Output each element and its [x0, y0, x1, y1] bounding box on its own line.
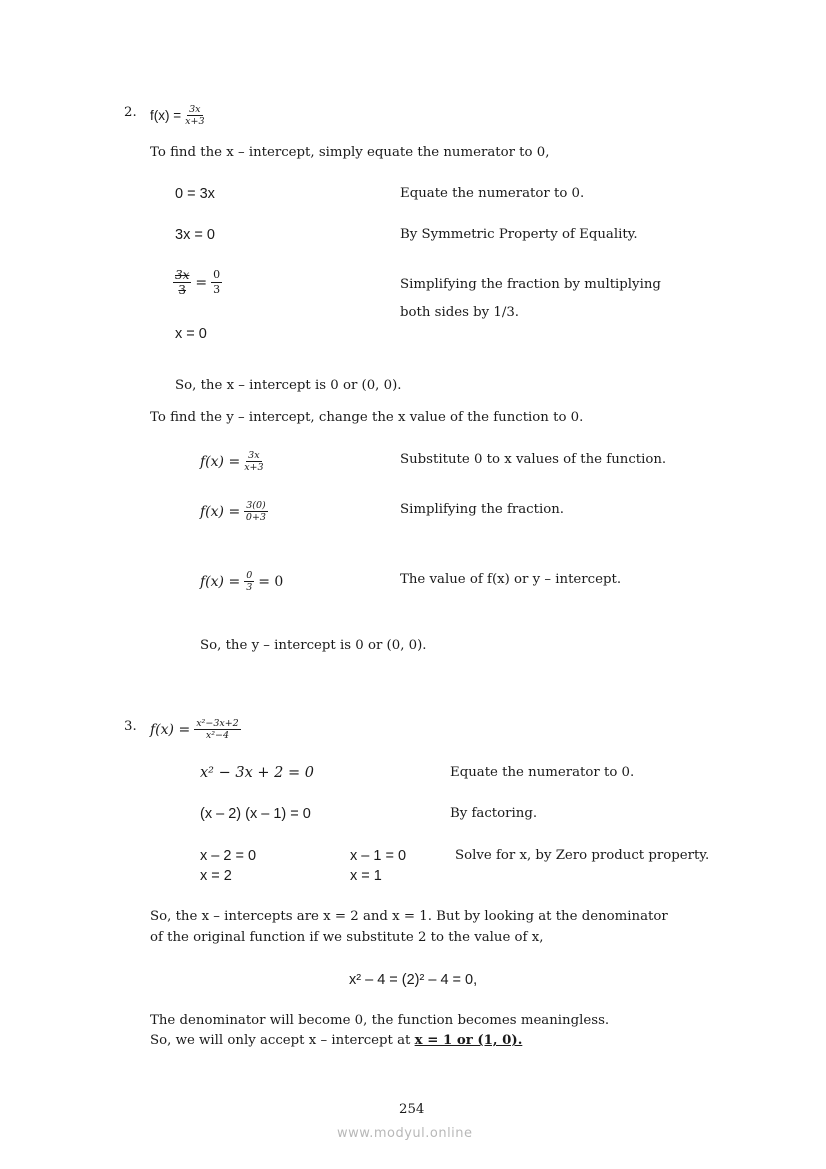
paragraph: To find the x – intercept, simply equate the numerator to 0,: [150, 145, 550, 160]
fraction-equation: [173, 268, 222, 297]
conclusion: So, the x – intercept is 0 or (0, 0).: [175, 378, 402, 393]
function-lhs: f(x) =: [200, 573, 241, 590]
equation: x = 0: [175, 326, 207, 342]
page-number: 254: [399, 1102, 425, 1117]
denominator: x+3: [244, 462, 264, 473]
fraction: [185, 104, 204, 127]
numerator: x²−3x+2: [196, 718, 239, 729]
paragraph: [150, 1032, 522, 1050]
watermark: www.modyul.online: [337, 1126, 473, 1141]
problem-function: [150, 104, 205, 127]
step-note: By factoring.: [450, 806, 538, 821]
step-note: Simplifying the fraction.: [400, 502, 565, 517]
step-note: Solve for x, by Zero product property.: [455, 848, 710, 863]
fraction: [194, 718, 241, 741]
step-note: Simplifying the fraction by multiplying: [400, 277, 661, 292]
fraction: [244, 450, 263, 473]
paragraph-text: So, we will only accept x – intercept at: [150, 1033, 415, 1048]
function-lhs: f(x) =: [150, 107, 182, 123]
paragraph: The denominator will become 0, the function becomes meaningless.: [150, 1013, 610, 1028]
final-answer: x = 1 or (1, 0).: [414, 1033, 523, 1048]
numerator: 3x: [175, 268, 190, 282]
numerator: 3x: [248, 450, 260, 461]
denominator: 3: [246, 582, 253, 593]
problem-number: 3.: [124, 719, 137, 734]
fraction: [211, 268, 222, 297]
denominator: x²−4: [205, 730, 230, 741]
numerator: 3x: [189, 104, 201, 115]
equation: x² − 3x + 2 = 0: [200, 765, 314, 781]
step-note: Equate the numerator to 0.: [400, 186, 585, 201]
denominator: 3: [178, 283, 187, 297]
denominator: 3: [213, 283, 221, 296]
equation: [200, 450, 264, 473]
paragraph: So, the x – intercepts are x = 2 and x = 1. But by looking at the denominator: [150, 909, 668, 924]
conclusion: So, the y – intercept is 0 or (0, 0).: [200, 638, 427, 653]
equation: 3x = 0: [175, 227, 215, 243]
equation: x = 1: [350, 868, 382, 884]
equation: x² – 4 = (2)² – 4 = 0,: [349, 972, 478, 988]
step-note: Substitute 0 to x values of the function.: [400, 452, 667, 467]
fraction: [173, 268, 191, 297]
equals: =: [195, 274, 208, 291]
denominator: x+3: [185, 116, 205, 127]
equation: [200, 500, 268, 523]
equation: x – 1 = 0: [350, 848, 407, 864]
function-lhs: f(x) =: [150, 721, 191, 738]
numerator: 0: [213, 268, 221, 281]
equation: x – 2 = 0: [200, 848, 257, 864]
step-note: Equate the numerator to 0.: [450, 765, 635, 780]
paragraph: To find the y – intercept, change the x value of the function to 0.: [150, 410, 584, 425]
problem-function: [150, 718, 241, 741]
problem-number: 2.: [124, 105, 137, 120]
step-note: The value of f(x) or y – intercept.: [400, 572, 622, 587]
equation: x = 2: [200, 868, 232, 884]
equation: (x – 2) (x – 1) = 0: [200, 806, 311, 822]
paragraph: of the original function if we substitute 2 to the value of x,: [150, 930, 544, 945]
numerator: 3(0): [246, 500, 266, 511]
result: = 0: [258, 573, 284, 590]
equation: 0 = 3x: [175, 186, 215, 202]
step-note: By Symmetric Property of Equality.: [400, 227, 638, 242]
equation: [200, 570, 283, 593]
fraction: [244, 500, 268, 523]
fraction: [244, 570, 254, 593]
step-note: both sides by 1/3.: [400, 305, 520, 320]
function-lhs: f(x) =: [200, 503, 241, 520]
function-lhs: f(x) =: [200, 453, 241, 470]
numerator: 0: [246, 570, 253, 581]
denominator: 0+3: [245, 512, 266, 523]
